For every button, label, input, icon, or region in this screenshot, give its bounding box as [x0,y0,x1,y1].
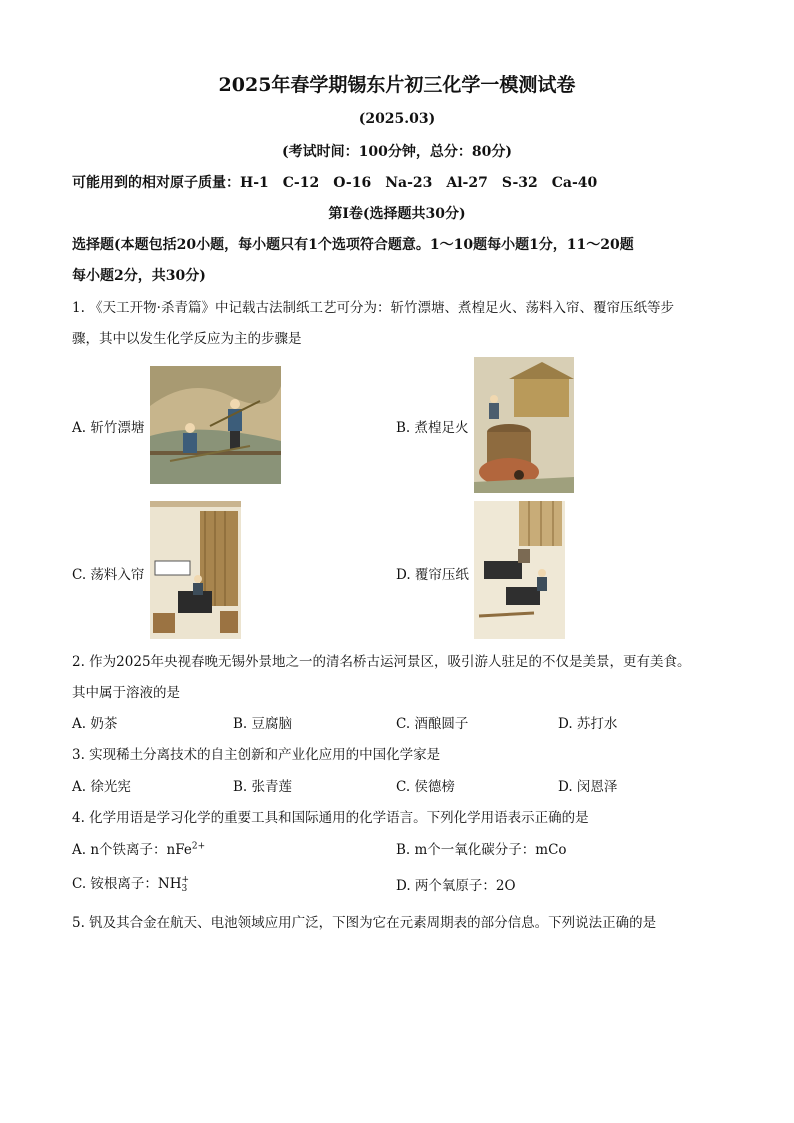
q3-option-c: C. 侯德榜 [396,779,455,795]
q3-option-a: A. 徐光宪 [72,779,131,795]
q2-option-b: B. 豆腐脑 [233,716,293,732]
q1-stem-line-2: 骤，其中以发生化学反应为主的步骤是 [72,331,302,347]
q3-stem: 3. 实现稀土分离技术的自主创新和产业化应用的中国化学家是 [72,747,441,763]
q4-option-c-text: C. 铵根离子：NH [72,876,182,892]
q4-option-c [72,872,189,894]
q3-option-b: B. 张青莲 [233,779,293,795]
q5-stem: 5. 钒及其合金在航天、电池领域应用广泛，下图为它在元素周期表的部分信息。下列说法正确的是 [72,915,657,931]
q1-option-c-image [150,501,241,639]
q2-stem-line-2: 其中属于溶液的是 [72,685,180,701]
q4-option-a-text: A. n个铁离子：nFe [72,842,192,858]
q4-option-c-charge: + [181,874,190,885]
q3-option-d: D. 闵恩泽 [558,779,618,795]
q2-option-c: C. 酒酿圆子 [396,716,469,732]
q4-option-a [72,838,205,858]
q4-option-c-script [182,876,190,894]
q1-option-d-image [474,501,565,639]
q4-option-a-charge: 2+ [191,841,206,852]
part-title: 第Ⅰ卷(选择题共30分) [328,206,466,222]
q2-option-d: D. 苏打水 [558,716,618,732]
q1-option-c-label: C. 荡料入帘 [72,567,145,583]
exam-time-info: (考试时间：100分钟，总分：80分) [282,144,512,160]
q4-option-b: B. m个一氧化碳分子：mCo [396,842,567,858]
q1-stem-line-1: 1. 《天工开物·杀青篇》中记载古法制纸工艺可分为：斩竹漂塘、煮楻足火、荡料入帘、覆帘压纸等步 [72,300,674,316]
instructions-line-2: 每小题2分，共30分) [72,268,206,284]
q1-option-a-image [150,366,281,484]
q4-option-c-subscript: 3 [181,883,188,894]
q1-option-d-label: D. 覆帘压纸 [396,567,469,583]
atomic-mass-line: 可能用到的相对原子质量：H-1 C-12 O-16 Na-23 Al-27 S-32 Ca-40 [72,175,598,191]
q1-option-b-label: B. 煮楻足火 [396,420,469,436]
exam-title: 2025年春学期锡东片初三化学一模测试卷 [218,74,576,96]
exam-date: (2025.03) [358,111,436,127]
q1-option-b-image [474,357,574,493]
q2-stem-line-1: 2. 作为2025年央视春晚无锡外景地之一的清名桥古运河景区，吸引游人驻足的不仅是美景，更有美食。 [72,654,691,670]
q4-stem: 4. 化学用语是学习化学的重要工具和国际通用的化学语言。下列化学用语表示正确的是 [72,810,589,826]
q4-option-d: D. 两个氧原子：2O [396,878,516,894]
q1-option-a-label: A. 斩竹漂塘 [72,420,145,436]
q2-option-a: A. 奶茶 [72,716,118,732]
instructions-line-1: 选择题(本题包括20小题，每小题只有1个选项符合题意。1～10题每小题1分，11～20题 [72,237,634,253]
